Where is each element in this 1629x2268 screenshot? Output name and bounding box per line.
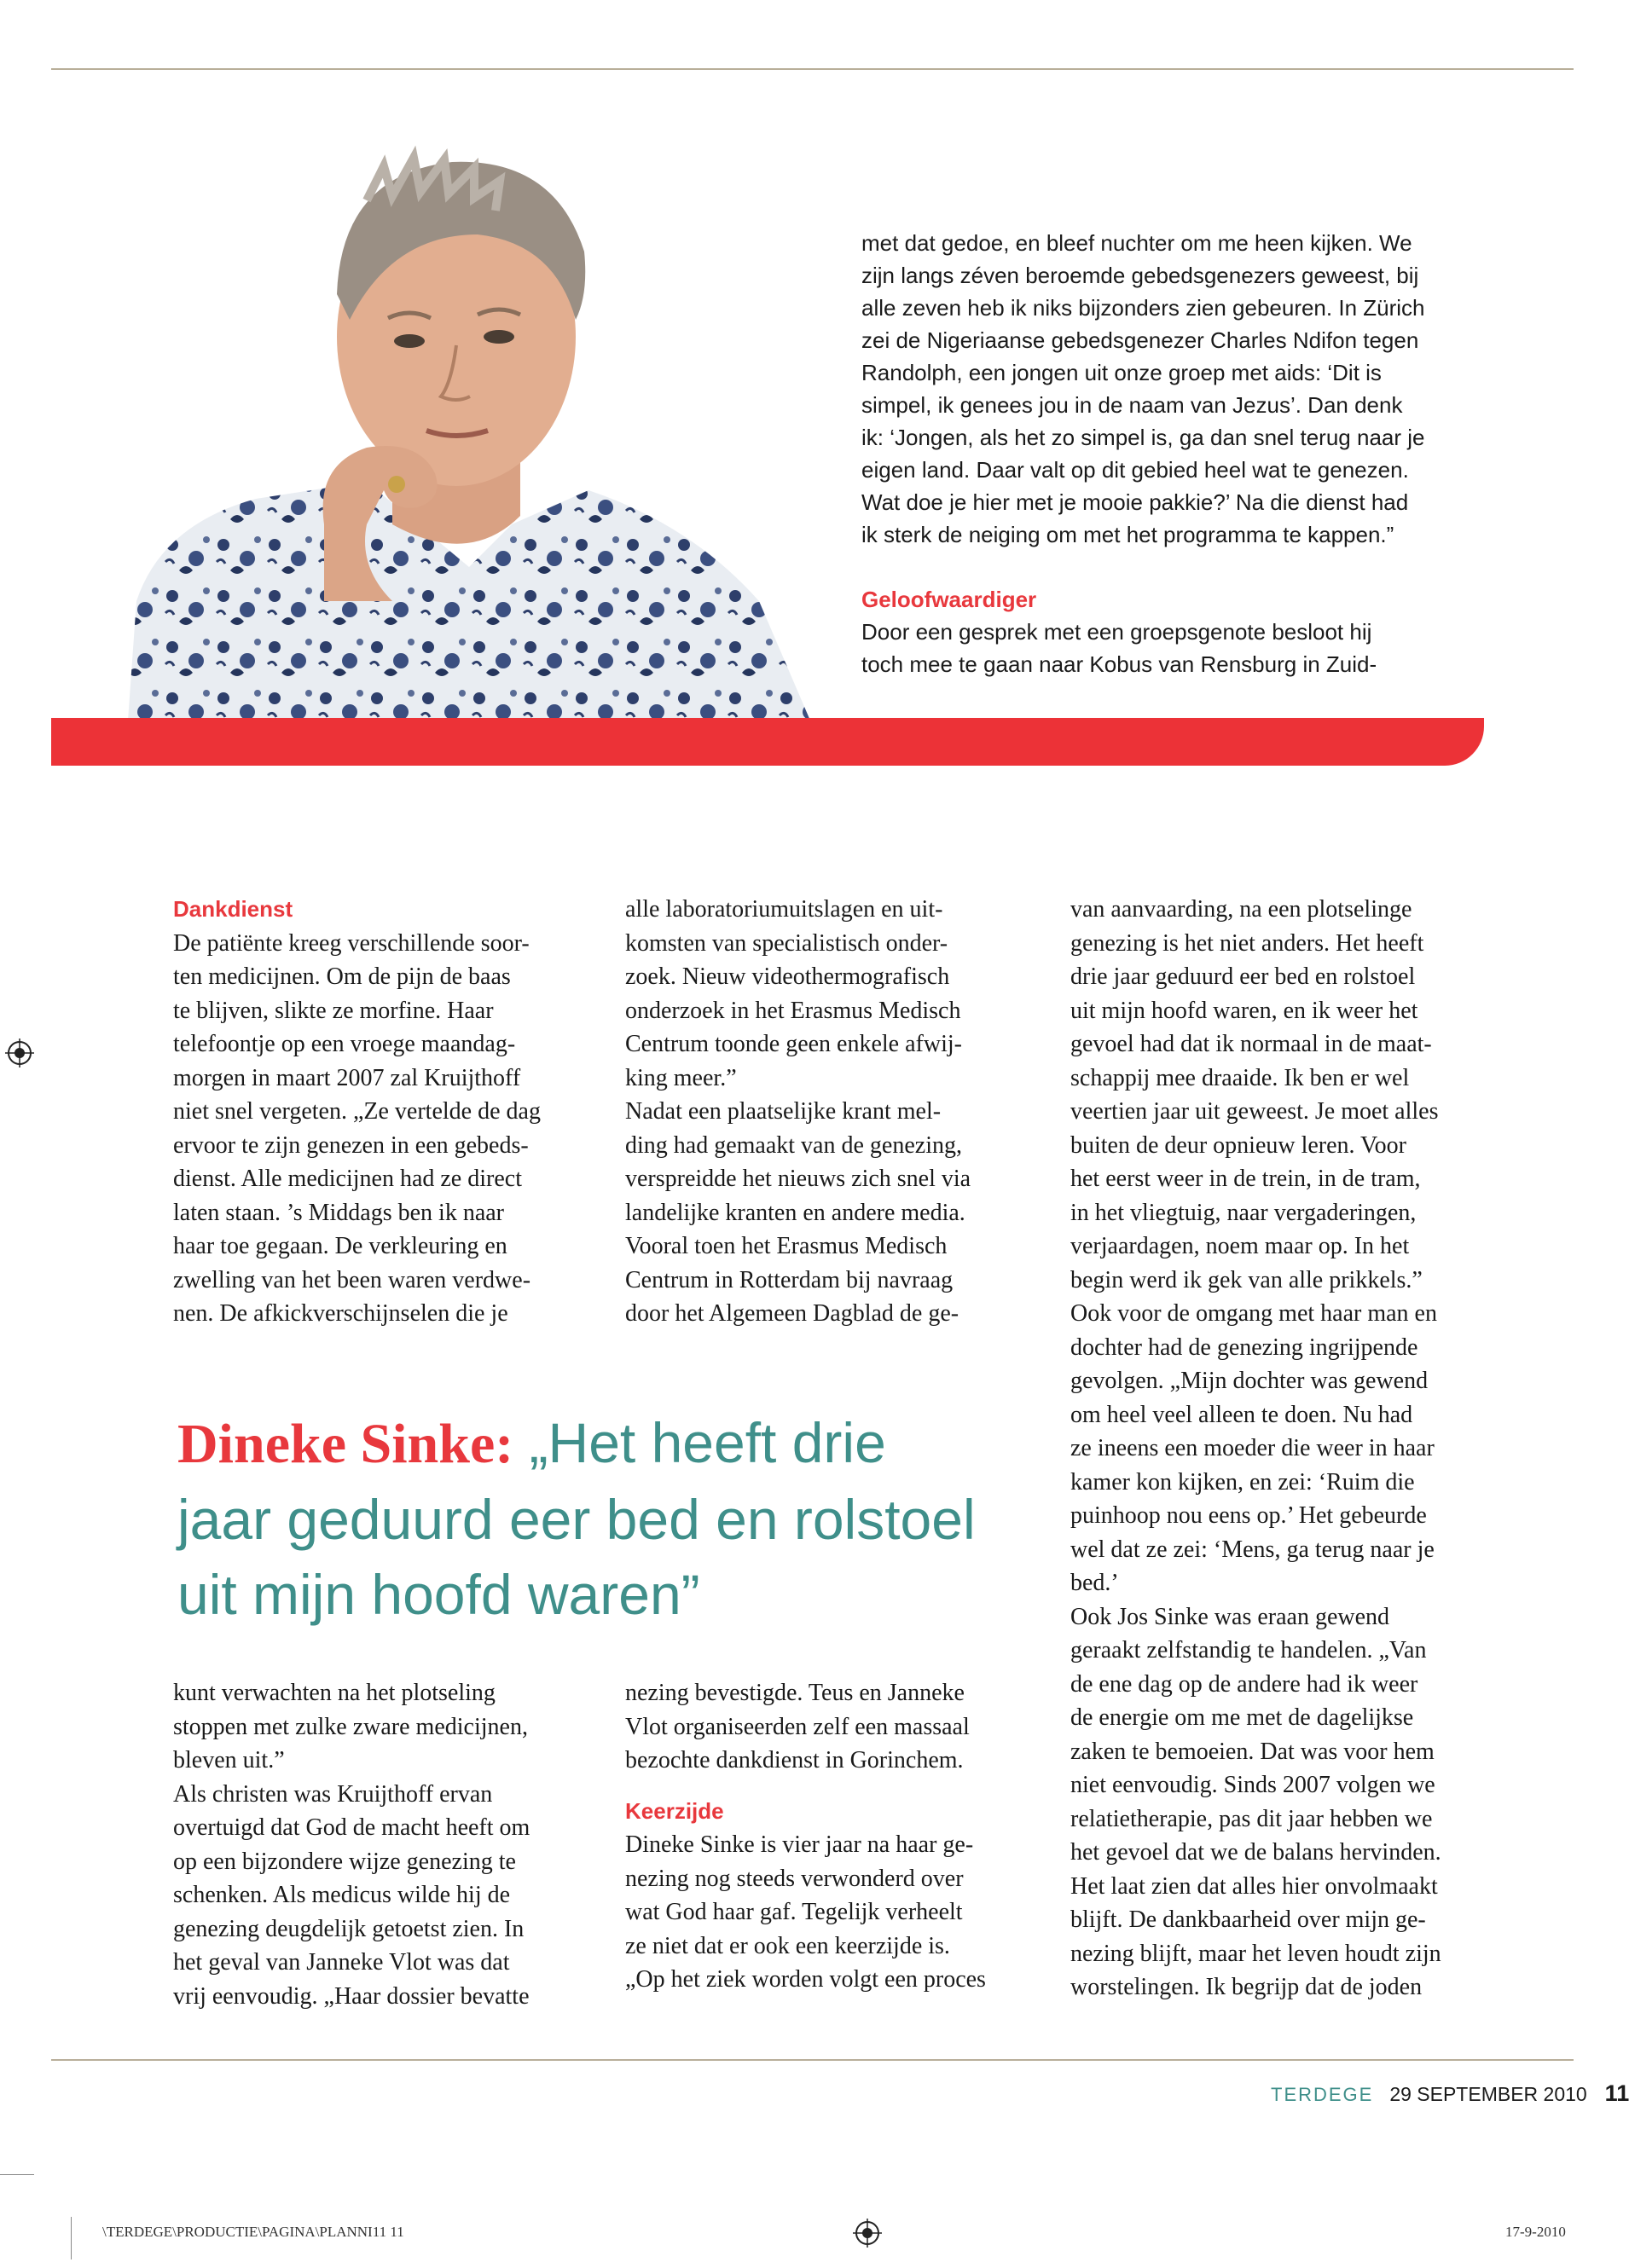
text-line: nezing bevestigde. Teus en Janneke [625,1680,965,1706]
text-line: genezing deugdelijk getoetst zien. In [173,1915,525,1942]
registration-mark-icon [5,1039,34,1067]
text-line: Ook Jos Sinke was eraan gewend [1070,1603,1390,1630]
crop-line [71,2217,72,2259]
text-line: haar toe gegaan. De verkleuring en [173,1233,507,1259]
text-line: geraakt zelfstandig te handelen. „Van [1070,1637,1427,1663]
text-line: overtuigd dat God de macht heeft om [173,1814,530,1841]
text-line: Centrum in Rotterdam bij navraag [625,1266,954,1293]
text-line: Vlot organiseerden zelf een massaal [625,1713,970,1740]
text-line: buiten de deur opnieuw leren. Voor [1070,1131,1406,1159]
sidebar-line: zijn langs zéven beroemde gebedsgenezers geweest, bij [861,263,1419,288]
text-line: bleven uit.” [173,1747,285,1773]
text-line: Vooral toen het Erasmus Medisch [625,1233,948,1259]
portrait-photo [111,124,819,720]
text-line: nezing blijft, maar het leven houdt zijn [1070,1940,1441,1967]
text-line: het geval van Janneke Vlot was dat [173,1949,510,1976]
sidebar-line: alle zeven heb ik niks bijzonders zien gebeuren. In Zürich [861,295,1425,321]
registration-mark-bottom-icon [853,2219,882,2248]
text-line: gevoel had dat ik normaal in de maat- [1070,1031,1432,1057]
sidebar-line: zei de Nigeriaanse gebedsgenezer Charles Ndifon tegen [861,327,1419,353]
sidebar-line: simpel, ik genees jou in de naam van Jezus’. Dan denk [861,392,1403,418]
text-line: blijft. De dankbaarheid over mijn ge- [1070,1906,1426,1933]
text-line: stoppen met zulke zware medicijnen, [173,1713,528,1740]
text-line: Als christen was Kruijthoff ervan [173,1780,493,1808]
text-line: Ook voor de omgang met haar man en [1070,1300,1437,1327]
text-line: puinhoop nou eens op.’ Het gebeurde [1070,1502,1427,1529]
column-2-bottom-text-1 [625,1676,1052,1778]
text-line: bezochte dankdienst in Gorinchem. [625,1747,964,1773]
text-line: morgen in maart 2007 zal Kruijthoff [173,1064,521,1091]
footer-page-number: 11 [1604,2080,1629,2106]
section-heading-dankdienst: Dankdienst [173,896,293,922]
text-line: niet eenvoudig. Sinds 2007 volgen we [1070,1772,1435,1798]
text-line: op een bijzondere wijze genezing te [173,1848,516,1875]
text-line: zoek. Nieuw videothermografisch [625,963,950,990]
section-heading-keerzijde: Keerzijde [625,1797,724,1824]
text-line: het gevoel dat we de balans hervinden. [1070,1839,1441,1866]
sidebar-heading: Geloofwaardiger [861,587,1037,612]
sidebar-text [861,227,1501,680]
pull-quote-name: Dineke Sinke: [177,1413,514,1475]
text-line: niet snel vergeten. „Ze vertelde de dag [173,1098,541,1125]
column-1-top-text [173,927,600,1331]
text-line: nezing nog steeds verwonderd over [625,1865,964,1892]
text-line: ding had gemaakt van de genezing, [625,1131,962,1159]
margin-rule [0,2174,34,2175]
text-line: telefoontje op een vroege maandag- [173,1031,516,1057]
footer-magazine: TERDEGE [1271,2084,1374,2105]
text-line: landelijke kranten en andere media. [625,1199,965,1226]
sidebar-line: ik: ‘Jongen, als het zo simpel is, ga dan snel terug naar je [861,425,1425,450]
text-line: schappij mee draaide. Ik ben er wel [1070,1064,1410,1091]
text-line: in het vliegtuig, naar vergaderingen, [1070,1199,1417,1226]
sidebar-line: Door een gesprek met een groepsgenote besloot hij [861,619,1372,645]
sidebar-line: toch mee te gaan naar Kobus van Rensburg in Zuid- [861,651,1377,677]
text-line: kunt verwachten na het plotseling [173,1680,496,1706]
text-line: genezing is het niet anders. Het heeft [1070,929,1424,957]
text-line: dienst. Alle medicijnen had ze direct [173,1166,522,1192]
pull-quote-line-1 [177,1405,1030,1482]
text-line: ten medicijnen. Om de pijn de baas [173,963,511,990]
text-line: bed.’ [1070,1570,1119,1596]
text-line: wat God haar gaf. Tegelijk verheelt [625,1899,963,1925]
text-line: begin werd ik gek van alle prikkels.” [1070,1266,1423,1293]
pull-quote-line-2: jaar geduurd eer bed en rolstoel [177,1488,976,1551]
page-footer [1271,2080,1629,2107]
text-line: dochter had de genezing ingrijpende [1070,1334,1418,1361]
pull-quote-line-3: uit mijn hoofd waren” [177,1563,700,1626]
text-line: nen. De afkickverschijnselen die je [173,1300,508,1327]
text-line: drie jaar geduurd eer bed en rolstoel [1070,963,1416,990]
text-line: om heel veel alleen te doen. Nu had [1070,1401,1413,1428]
text-line: ze niet dat er ook een keerzijde is. [625,1932,950,1959]
text-line: „Op het ziek worden volgt een proces [625,1966,986,1993]
text-line: de energie om me met de dagelijkse [1070,1704,1414,1731]
text-line: het eerst weer in de trein, in de tram, [1070,1166,1421,1192]
column-3-text [1070,893,1514,2005]
text-line: schenken. Als medicus wilde hij de [173,1882,511,1908]
text-line: de ene dag op de andere had ik weer [1070,1670,1418,1698]
text-line: alle laboratoriumuitslagen en uit- [625,896,943,923]
text-line: De patiënte kreeg verschillende soor- [173,929,530,957]
text-line: te blijven, slikte ze morfine. Haar [173,997,494,1024]
sidebar-line: ik sterk de neiging om met het programma te kappen.” [861,522,1394,547]
text-line: Centrum toonde geen enkele afwij- [625,1031,962,1057]
text-line: relatietherapie, pas dit jaar hebben we [1070,1805,1433,1832]
text-line: uit mijn hoofd waren, en ik weer het [1070,997,1418,1024]
column-1-bottom [173,1676,600,2013]
text-line: laten staan. ’s Middags ben ik naar [173,1199,505,1226]
column-1-bottom-text [173,1676,600,2013]
column-2-top [625,893,1052,1331]
text-line: Het laat zien dat alles hier onvolmaakt [1070,1872,1438,1900]
text-line: kamer kon kijken, en zei: ‘Ruim die [1070,1468,1415,1496]
text-line: worstelingen. Ik begrijp dat de joden [1070,1974,1423,2000]
bottom-rule [51,2059,1574,2061]
sidebar-line: eigen land. Daar valt op dit gebied heel wat te genezen. [861,457,1409,483]
print-slug: \TERDEGE\PRODUCTIE\PAGINA\PLANNI11 11 [102,2224,404,2240]
column-3 [1070,893,1514,2005]
red-banner [51,718,1484,766]
top-rule [51,68,1574,70]
sidebar-line: Randolph, een jongen uit onze groep met aids: ‘Dit is [861,360,1382,385]
column-1-top [173,893,600,1331]
text-line: Nadat een plaatselijke krant mel- [625,1098,942,1125]
text-line: zwelling van het been waren verdwe- [173,1266,531,1293]
text-line: ervoor te zijn genezen in een gebeds- [173,1131,529,1159]
sidebar-line: met dat gedoe, en bleef nuchter om me heen kijken. We [861,230,1412,256]
text-line: komsten van specialistisch onder- [625,929,948,957]
text-line: veertien jaar uit geweest. Je moet alles [1070,1098,1439,1125]
column-2-bottom-text-2 [625,1828,1052,1997]
sidebar-paragraph-2 [861,616,1501,680]
pull-quote [177,1405,1030,1632]
pull-quote-text-1: „Het heeft drie [513,1411,886,1474]
text-line: vrij eenvoudig. „Haar dossier bevatte [173,1982,530,2010]
text-line: king meer.” [625,1064,737,1091]
text-line: onderzoek in het Erasmus Medisch [625,997,961,1024]
text-line: ze ineens een moeder die weer in haar [1070,1435,1435,1461]
text-line: verjaardagen, noem maar op. In het [1070,1233,1410,1259]
print-date: 17-9-2010 [1505,2224,1566,2240]
text-line: zaken te bemoeien. Dat was voor hem [1070,1738,1435,1765]
column-2-top-text [625,893,1052,1331]
text-line: wel dat ze zei: ‘Mens, ga terug naar je [1070,1536,1435,1563]
column-2-bottom [625,1676,1052,1997]
text-line: Dineke Sinke is vier jaar na haar ge- [625,1831,974,1858]
sidebar-line: Wat doe je hier met je mooie pakkie?’ Na die dienst had [861,489,1409,515]
text-line: verspreidde het nieuws zich snel via [625,1166,971,1192]
text-line: gevolgen. „Mijn dochter was gewend [1070,1368,1429,1394]
text-line: door het Algemeen Dagblad de ge- [625,1300,959,1327]
sidebar-paragraph-1 [861,227,1501,551]
text-line: van aanvaarding, na een plotselinge [1070,896,1412,923]
footer-date: 29 SEPTEMBER 2010 [1389,2083,1587,2105]
